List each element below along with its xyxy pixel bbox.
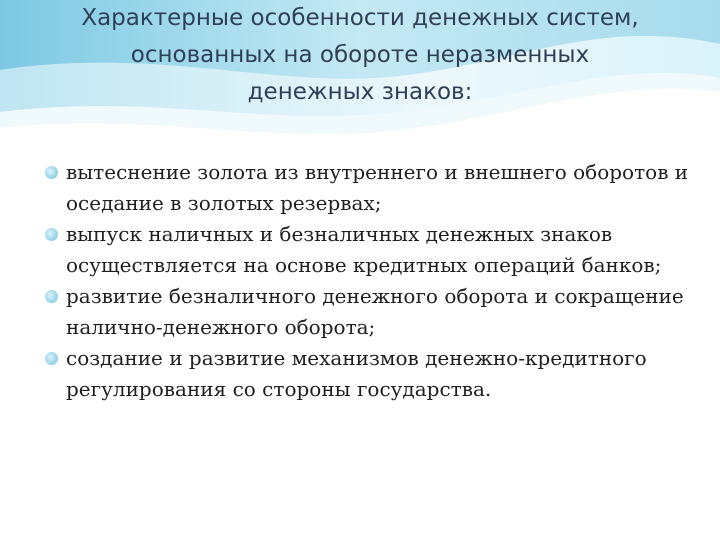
bullet-text: выпуск наличных и безналичных денежных знаков осуществляется на основе кредитных операций банков; <box>66 222 662 277</box>
bullet-item <box>44 281 704 343</box>
slide-title-line: Характерные особенности денежных систем, <box>81 5 639 31</box>
slide-title-line: денежных знаков: <box>247 79 473 105</box>
bullet-item <box>44 343 704 405</box>
bullet-text: создание и развитие механизмов денежно-кредитного регулирования со стороны государства. <box>66 346 647 401</box>
slide-title-line: основанных на обороте неразменных <box>130 42 590 68</box>
bullet-list <box>44 157 704 405</box>
circle-bullet-icon <box>45 228 58 241</box>
slide-title <box>20 0 700 111</box>
bullet-item <box>44 219 704 281</box>
circle-bullet-icon <box>45 166 58 179</box>
bullet-text: вытеснение золота из внутреннего и внешнего оборотов и оседание в золотых резервах; <box>66 160 689 215</box>
circle-bullet-icon <box>45 290 58 303</box>
bullet-item <box>44 157 704 219</box>
circle-bullet-icon <box>45 352 58 365</box>
bullet-text: развитие безналичного денежного оборота и сокращение налично-денежного оборота; <box>66 284 684 339</box>
